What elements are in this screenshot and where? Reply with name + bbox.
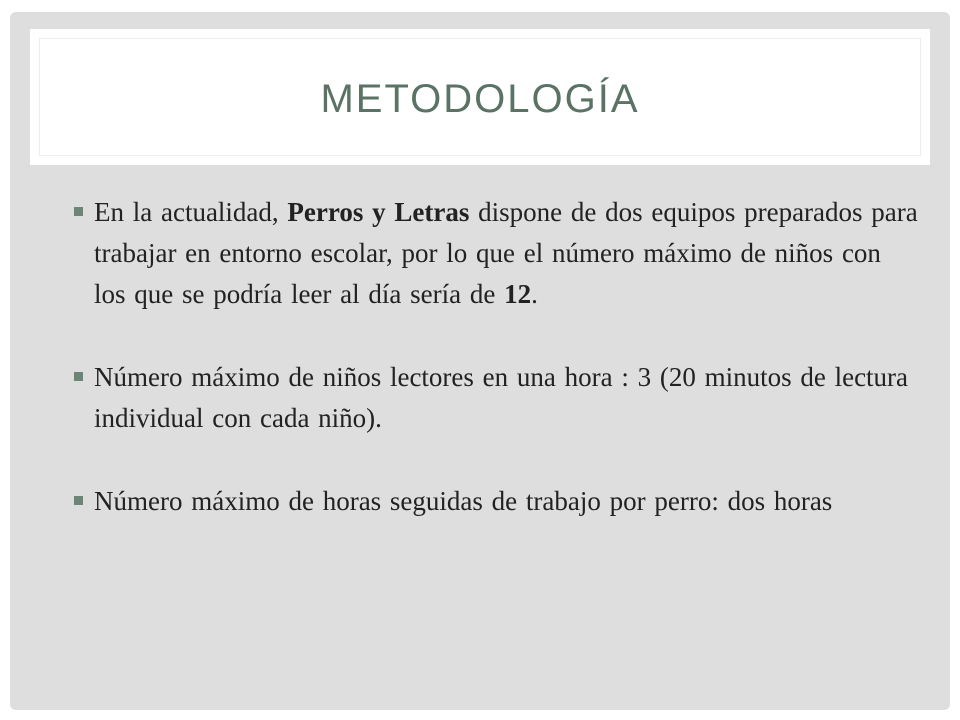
square-bullet-icon bbox=[74, 372, 83, 381]
bullet-item bbox=[68, 357, 918, 439]
square-bullet-icon bbox=[74, 496, 83, 505]
slide bbox=[10, 12, 950, 710]
bullet-text: . bbox=[531, 279, 538, 309]
bullet-text: Número máximo de niños lectores en una hora : 3 (20 minutos de lectura individual con cada niño). bbox=[94, 362, 909, 433]
organization-name: Perros y Letras bbox=[287, 197, 470, 227]
square-bullet-icon bbox=[74, 207, 83, 216]
title-frame bbox=[30, 29, 930, 165]
max-children-count: 12 bbox=[504, 279, 532, 309]
bullet-item bbox=[68, 481, 918, 522]
bullet-text: Número máximo de horas seguidas de trabajo por perro: dos horas bbox=[94, 486, 833, 516]
bullet-item bbox=[68, 192, 918, 315]
bullet-text: dispone de dos equipos preparados para trabajar en entorno escolar, por lo que el número máximo de niños con los que se podría leer al día sería de bbox=[94, 197, 918, 309]
bullet-text: En la actualidad, bbox=[94, 197, 288, 227]
title-box bbox=[39, 38, 921, 156]
bullet-list bbox=[68, 192, 918, 564]
slide-title: METODOLOGÍA bbox=[320, 76, 640, 121]
